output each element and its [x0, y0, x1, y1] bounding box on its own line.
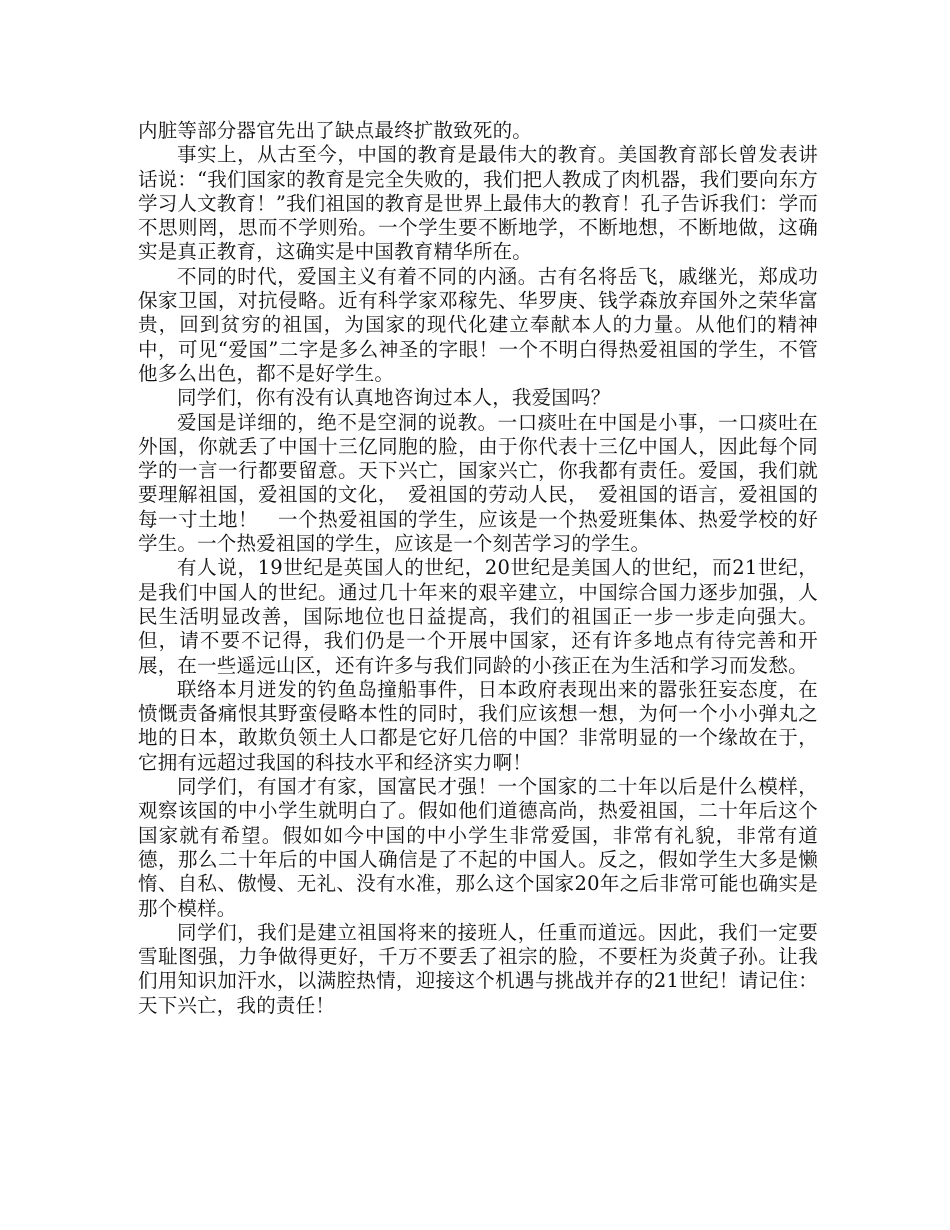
- paragraph-6: 有人说，19世纪是英国人的世纪，20世纪是美国人的世纪，而21世纪，是我们中国人的世纪。通过几十年来的艰辛建立，中国综合国力逐步加强，人民生活明显改善，国际地位也日益提高，我们的祖国正一步一步走向强大。但，请不要不记得，我们仍是一个开展中国家，还有许多地点有待完善和开展，在一些遥远山区，还有许多与我们同龄的小孩正在为生活和学习而发愁。: [138, 556, 818, 677]
- paragraph-4: 同学们，你有没有认真地咨询过本人，我爱国吗？: [177, 386, 611, 410]
- paragraph-5: 爱国是详细的，绝不是空洞的说教。一口痰吐在中国是小事，一口痰吐在外国，你就丢了中国十三亿同胞的脸，由于你代表十三亿中国人，因此每个同学的一言一行都要留意。天下兴亡，国家兴亡，你我都有责任。爱国，我们就要理解祖国，爱祖国的文化， 爱祖国的劳动人民， 爱祖国的语言，爱祖国的每一寸土地！ 一个热爱祖国的学生，应该是一个热爱班集体、热爱学校的好学生。一个热爱祖国的学生，应该是一个刻苦学习的学生。: [138, 410, 818, 556]
- paragraph-2: 事实上，从古至今，中国的教育是最伟大的教育。美国教育部长曾发表讲话说：“我们国家的教育是完全失败的，我们把人教成了肉机器，我们要向东方学习人文教育！”我们祖国的教育是世界上最伟大的教育！孔子告诉我们：学而不思则罔，思而不学则殆。一个学生要不断地学，不断地想，不断地做，这确实是真正教育，这确实是中国教育精华所在。: [138, 143, 818, 264]
- paragraph-9: 同学们，我们是建立祖国将来的接班人，任重而道远。因此，我们一定要雪耻图强，力争做得更好，千万不要丢了祖宗的脸，不要枉为炎黄子孙。让我们用知识加汗水，以满腔热情，迎接这个机遇与挑战并存的21世纪！请记住：天下兴亡，我的责任！: [138, 920, 818, 1017]
- paragraph-1: 内脏等部分器官先出了缺点最终扩散致死的。: [138, 119, 533, 142]
- document-body: [138, 119, 818, 1018]
- paragraph-8: 同学们，有国才有家，国富民才强！一个国家的二十年以后是什么模样，观察该国的中小学生就明白了。假如他们道德高尚，热爱祖国，二十年后这个国家就有希望。假如如今中国的中小学生非常爱国，非常有礼貌，非常有道德，那么二十年后的中国人确信是了不起的中国人。反之，假如学生大多是懒惰、自私、傲慢、无礼、没有水准，那么这个国家20年之后非常可能也确实是那个模样。: [138, 775, 818, 920]
- paragraph-7: 联络本月迸发的钓鱼岛撞船事件，日本政府表现出来的嚣张狂妄态度，在愤慨责备痛恨其野蛮侵略本性的同时，我们应该想一想，为何一个小小弹丸之地的日本，敢欺负领土人口都是它好几倍的中国？非常明显的一个缘故在于，它拥有远超过我国的科技水平和经济实力啊！: [138, 677, 818, 774]
- paragraph-3: 不同的时代，爱国主义有着不同的内涵。古有名将岳飞，戚继光，郑成功保家卫国，对抗侵略。近有科学家邓稼先、华罗庚、钱学森放弃国外之荣华富贵，回到贫穷的祖国，为国家的现代化建立奉献本人的力量。从他们的精神中，可见“爱国”二字是多么神圣的字眼！一个不明白得热爱祖国的学生，不管他多么出色，都不是好学生。: [138, 264, 818, 385]
